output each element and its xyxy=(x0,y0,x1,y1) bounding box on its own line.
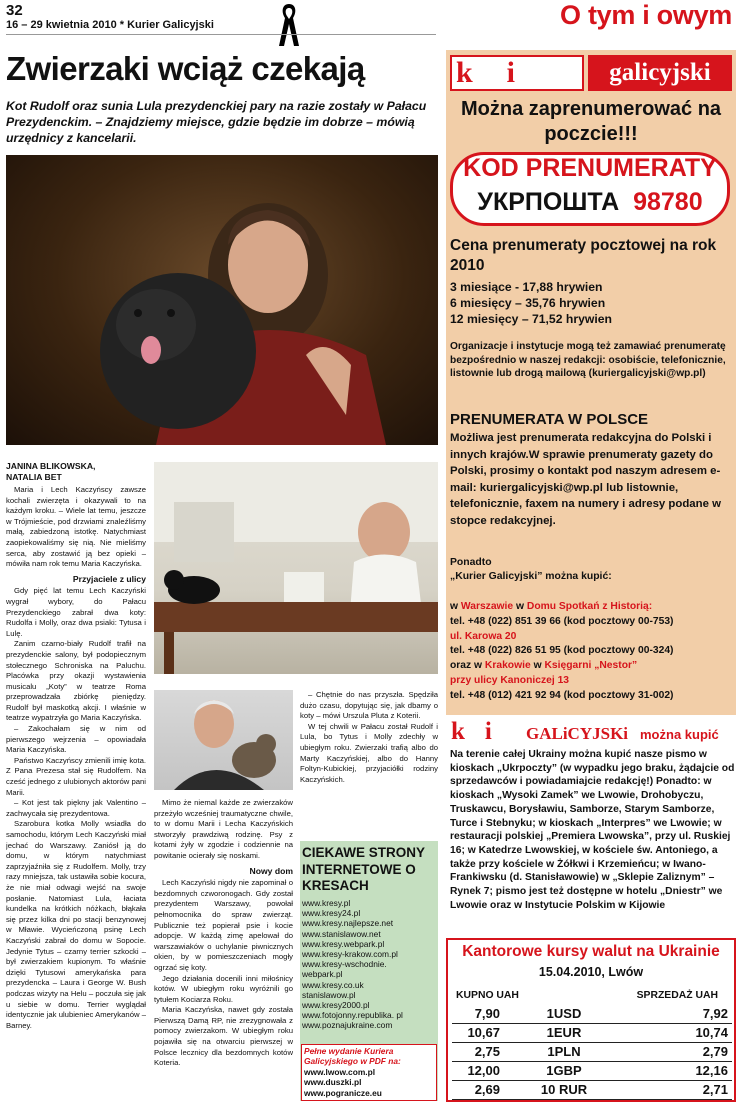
price-item: 12 miesięcy – 71,52 hrywien xyxy=(450,312,612,326)
links-list xyxy=(302,898,436,1031)
currency-date: 15.04.2010, Lwów xyxy=(538,965,644,979)
page-number: 32 xyxy=(6,2,23,19)
article-column-2 xyxy=(154,798,293,1098)
poland-subscription-title: PRENUMERATA W POLSCE xyxy=(450,411,649,428)
section-title: O tym i owym xyxy=(560,0,732,30)
currency-row: 2,69 10 RUR 2,71 xyxy=(452,1080,732,1099)
article-headline: Zwierzaki wciąż czekają xyxy=(6,50,365,87)
also-available-note xyxy=(450,556,734,583)
price-item: 6 miesięcy – 35,76 hrywien xyxy=(450,296,606,310)
price-item: 3 miesiące - 17,88 hrywien xyxy=(450,280,603,294)
poland-subscription-text: Możliwa jest prenumerata redakcyjna do Polski i innych krajów.W sprawie prenumeraty gazety do Polski, prosimy o kontakt pod naszym adresem e-mail: kuriergalicyjski@wp.pl lub listownie, telefonicznie, faxem na numery i adresy podane w stopce redakcyjnej. xyxy=(450,432,721,527)
currency-title: Kantorowe kursy walut na Ukrainie xyxy=(462,943,720,960)
article-column-1 xyxy=(6,485,146,1099)
pdf-link[interactable]: www.pogranicze.eu xyxy=(304,1087,382,1098)
photo-man-holding-cat xyxy=(154,690,293,790)
paragraph: Mimo że niemal każde ze zwierzaków przeżyło wcześniej traumatyczne chwile, to w domu Marii i Lecha Kaczyńskich stworzyły prawdziwą rodzinę. Psy z kotami żyły w zgodzie i codziennie na powitanie ocierały się noskami. xyxy=(154,798,293,860)
currency-row: 2,75 1PLN 2,79 xyxy=(452,1042,732,1061)
logo-letters: ki xyxy=(456,56,550,89)
contact-warsaw: w Warszawie w Domu Spotkań z Historią: xyxy=(450,601,653,612)
buy-heading: można kupić xyxy=(640,727,719,742)
link-item[interactable]: www.kresy.najlepsze.net xyxy=(302,918,394,929)
header-divider xyxy=(6,34,436,35)
sale-points-ukraine: Na terenie całej Ukrainy można kupić nasze pismo w kioskach „Ukrpoczty” (w wypadku jego braku, żądajcie od sprzedawców i powiadamiajcie redakcję!) Ponadto: w kioskach „Wysoki Zamek” we Lwowie, Drohobyczu, Truskawcu, Borysławiu, Samborze, Starym Samborze, Turce i Stebnyku; w kioskach „Interpres” we Lwowie; w restauracji polskiej „Premiera Lwowska”, przy ul. Ruskiej 16; w Katedrze Lwowskiej, w kościele św. Antoniego, a także przy kościele w Żółkwi i Krzemieńcu; w Iwano-Frankiwsku (d. Stanisławowie) w „Sklepie Zaliznym” – Rynek 7; pismo jest też dostępne w hotelu „Dniestr” we Lwowie oraz w Instytucie Polskim w Kijowie xyxy=(450,749,735,911)
photo-woman-with-terrier-drawing xyxy=(6,155,438,445)
photo-woman-with-terrier xyxy=(6,155,438,445)
issue-line: 16 – 29 kwietnia 2010 * Kurier Galicyjski xyxy=(6,19,214,31)
subscribe-heading: Można zaprenumerować na poczcie!!! xyxy=(460,98,722,145)
contact-krakow: oraz w Krakowie w Księgarni „Nestor” xyxy=(450,660,638,672)
article-column-3 xyxy=(300,690,438,838)
article-byline xyxy=(6,461,146,483)
sale-points-poland xyxy=(450,600,734,704)
byline-author-2: NATALIA BET xyxy=(6,472,62,482)
post-name: УКРПОШТА xyxy=(477,188,620,216)
logo-word: galicyjski xyxy=(609,59,711,86)
currency-buy-header: KUPNO UAH xyxy=(456,990,519,1001)
pdf-link[interactable]: www.duszki.pl xyxy=(304,1077,362,1088)
subscription-code-title: KOD PRENUMERATY xyxy=(463,154,717,182)
contact-tel-2: tel. +48 (022) 826 51 95 (kod pocztowy 00-324) xyxy=(450,645,674,657)
paragraph: Gdy pięć lat temu Lech Kaczyński wygrał wybory, do Pałacu Prezydenckiego zabrał dwa koty: Rudolfa i Molly, oraz dwa psiaki: Tytusa i Lulę. xyxy=(6,586,146,638)
subheading-new-home: Nowy dom xyxy=(249,865,293,876)
price-list xyxy=(450,279,732,327)
paragraph: Zanim czarno-biały Rudolf trafił na prezydenckie salony, był podopiecznym stołecznego Schroniska na Paluchu. Placówka przy okazji wystawienia musicalu „Koty” w teatrze Roma przeprowadzała zbiórkę pieniędzy. Rudolf był maskotką akcji. I właśnie w teatrze wypatrzyła go Maria Kaczyńska. xyxy=(6,639,146,723)
article-lead: Kot Rudolf oraz sunia Lula prezydenckiej pary na razie zostały w Pałacu Prezydenckim. – Znajdziemy miejsce, gdzie będzie im dobrze – mówią urzędnicy z kancelarii. xyxy=(6,99,427,145)
currency-row: 10,67 1EUR 10,74 xyxy=(452,1023,732,1042)
pdf-edition-box xyxy=(301,1044,437,1101)
buy-logo-word: GALiCYJSKi xyxy=(526,724,629,743)
link-item[interactable]: www.kresy24.pl xyxy=(302,908,361,919)
currency-table xyxy=(452,1004,732,1100)
paragraph: – Zakochałam się w nim od pierwszego wejrzenia – opowiadała Maria Kaczyńska. xyxy=(6,724,146,755)
paragraph: Szarobura kotka Molly wsiadła do samochodu, którym Lech Kaczyński miał jechać do Warszawy. Zaniósł ją do domu, w którym natychmiast zaprzyjaźniła się z Rudolfem. Molly, trzy razy mniejsza, tak ustawiła sobie kocura, że nie miał odwagi wejść na swoje posłanie. Natomiast Lula, łaciata kundelka na krótkich nóżkach, błąkała się przez kilka dni po stacji benzynowej w Mławie. Wycieńczoną psinę Lech Kaczyński zabrał do domu w Sopocie. Jedynie Tytus – czarny terrier szkocki – był zwierzakiem kupionym. To właśnie dzięki Tytusowi amerykańska para prezydencka – Laura i George W. Bush podczas wizyty na Helu – poczuła się jak u siebie w domu. Terrier wyglądał identycznie jak ulubieniec Amerykanów – Barney. xyxy=(6,819,146,1030)
currency-row: 12,00 1GBP 12,16 xyxy=(452,1061,732,1080)
subheading-friends: Przyjaciele z ulicy xyxy=(72,573,146,584)
link-item[interactable]: www.kresy.webpark.pl xyxy=(302,938,385,949)
link-item[interactable]: www.kresy.co.uk xyxy=(302,979,364,990)
link-item[interactable]: www.fotojonny.republika. pl xyxy=(302,1010,403,1021)
currency-row: 7,90 1USD 7,92 xyxy=(452,1004,732,1023)
ponadto-line-2: „Kurier Galicyjski” można kupić: xyxy=(450,570,612,582)
link-item[interactable]: www.kresy2000.pl xyxy=(302,1000,370,1011)
contact-tel-1: tel. +48 (022) 851 39 66 (kod pocztowy 00-753) xyxy=(450,615,674,627)
buy-logo-letters: ki xyxy=(451,718,512,745)
link-item[interactable]: www.kresy-wschodnie. xyxy=(302,959,387,970)
organizations-note: Organizacje i instytucje mogą też zamawiać prenumeratę bezpośrednio w naszej redakcji: osobiście, telefonicznie, listownie lub drogą mailową (kuriergalicyjski@wp.pl) xyxy=(450,341,726,379)
subscription-code-number: 98780 xyxy=(633,188,703,216)
paragraph: Lech Kaczyński nigdy nie zapominał o bezdomnych czworonogach. Gdy został prezydentem Warszawy, powołał pełnomocnika do spraw zwierząt. Publicznie też popierał psie i kocie adopcje. W każdą zimę apelował do warszawiaków o uchylanie piwnicznych okien, by w pomieszczeniach mogły ogrzać się koty. xyxy=(154,878,293,972)
paragraph: Maria i Lech Kaczyńscy zawsze kochali zwierzęta i okazywali to na każdym kroku. – Wiele lat temu, jeszcze w Trójmieście, pod drzwiami znaleźliśmy małą, zabiedzoną istotkę. Natychmiast zaopiekowaliśmy się nią. Nie mieliśmy serca, aby zostawić ją bez opieki – mówiła nam rok temu Maria Kaczyńska. xyxy=(6,485,146,569)
paragraph: – Kot jest tak piękny jak Valentino – zachwycała się prezydentowa. xyxy=(6,798,146,818)
link-item[interactable]: www.kresy-krakow.com.pl xyxy=(302,949,398,960)
byline-author-1: JANINA BLIKOWSKA, xyxy=(6,461,96,471)
ponadto-line-1: Ponadto xyxy=(450,557,492,568)
link-item[interactable]: www.poznajukraine.com xyxy=(302,1020,393,1031)
pdf-link[interactable]: www.lwow.com.pl xyxy=(304,1066,376,1077)
paragraph: Maria Kaczyńska, nawet gdy została Pierwszą Damą RP, nie zrezygnowała z pomocy zwierzakom. W ubiegłym roku pojawiła się na otwarciu pierwszej w Polsce lecznicy dla bezdomnych kotów Koteria. xyxy=(154,1005,293,1068)
photo-man-holding-cat-drawing xyxy=(154,690,293,790)
photo-man-at-desk-with-cat xyxy=(154,462,438,674)
price-title: Cena prenumeraty pocztowej na rok 2010 xyxy=(450,237,717,274)
link-item[interactable]: webpark.pl xyxy=(302,969,343,980)
paragraph: Jego działania docenili inni miłośnicy kotów. W ubiegłym roku wyróżnili go tytułem Kociarza Roku. xyxy=(154,973,293,1004)
subscription-code-line xyxy=(450,188,730,217)
link-item[interactable]: www.stanislawow.net xyxy=(302,928,381,939)
paragraph: – Chętnie do nas przyszła. Spędziła dużo czasu, dopytując się, jak dbamy o koty – mówi Urszula Pluta z Koterii. xyxy=(300,690,438,721)
contact-tel-3: tel. +48 (012) 421 92 94 (kod pocztowy 31-002) xyxy=(450,689,674,701)
link-item[interactable]: www.kresy.pl xyxy=(302,898,351,908)
paragraph: Państwo Kaczyńscy zmienili imię kota. Z Pana Prezesa stał się Rudolfem. Na cześć jednego z ulubionych aktorów pani Marii. xyxy=(6,755,146,797)
mourning-ribbon-icon xyxy=(278,2,300,48)
links-title: CIEKAWE STRONY INTERNETOWE O KRESACH xyxy=(302,845,425,893)
photo-man-at-desk-drawing xyxy=(154,462,438,674)
link-item[interactable]: stanislawow.pl xyxy=(302,989,356,1000)
contact-address-kanonicza: przy ulicy Kanoniczej 13 xyxy=(450,674,570,686)
contact-address-karowa: ul. Karowa 20 xyxy=(450,630,517,642)
paragraph: W tej chwili w Pałacu został Rudolf i Lula, bo Tytus i Molly zdechły w ubiegłym roku. Zwierzaki trafią albo do Marty Kaczyńskiej, albo do Hanny Foltyn-Kubickiej, przyjaciółki rodziny Kaczyńskich. xyxy=(300,721,438,784)
currency-sell-header: SPRZEDAŻ UAH xyxy=(636,990,718,1001)
pdf-label: Pełne wydanie Kuriera Galicyjskiego w PDF na: xyxy=(304,1046,401,1067)
